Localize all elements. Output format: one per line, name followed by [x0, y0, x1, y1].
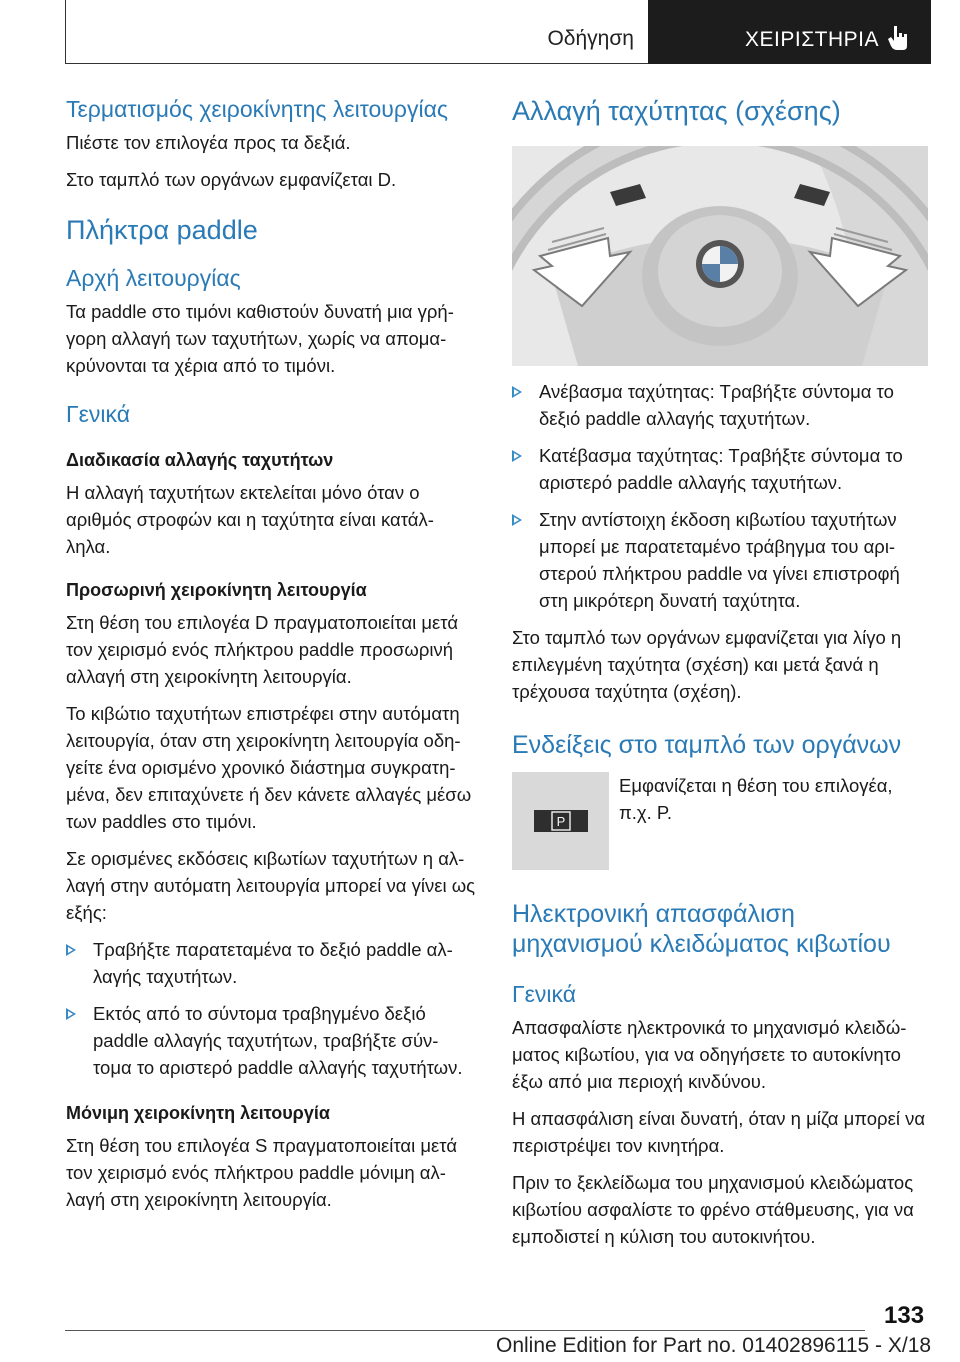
indicator-row	[512, 772, 930, 872]
heading-paddle: Πλήκτρα paddle	[66, 215, 258, 246]
manual-tab	[648, 0, 931, 64]
triangle-bullet-icon	[66, 1008, 76, 1020]
steering-wheel-illustration	[512, 146, 928, 366]
heading-indicators: Ενδείξεις στο ταμπλό των οργάνων	[512, 730, 902, 759]
instrument-display-illustration	[512, 772, 609, 870]
section-tab	[65, 0, 648, 64]
display-symbol: P	[556, 814, 566, 830]
list-item: Εκτός από το σύντομα τραβηγμένο δεξιό paddle αλλαγής ταχυτήτων, τραβήξτε σύν- τομα το αριστερό paddle αλλαγής ταχυτήτων.	[66, 1000, 478, 1081]
bullet-list	[512, 378, 930, 614]
paragraph: Η απασφάλιση είναι δυνατή, όταν η μίζα μπορεί να περιστρέψει τον κινητήρα.	[512, 1108, 926, 1157]
paragraph: Στη θέση του επιλογέα S πραγματοποιείται μετά τον χειρισμό ενός πλήκτρου paddle μόνιμη αλ- λαγή στη χειροκίνητη λειτουργία.	[66, 1135, 458, 1211]
list-item: Ανέβασμα ταχύτητας: Τραβήξτε σύντομα το δεξιό paddle αλλαγής ταχυτήτων.	[512, 378, 930, 432]
page-number: 133	[884, 1302, 925, 1329]
subheading-permanent: Μόνιμη χειροκίνητη λειτουργία	[66, 1103, 330, 1124]
paragraph: Το κιβώτιο ταχυτήτων επιστρέφει στην αυτόματη λειτουργία, όταν στη χειροκίνητη λειτουργία οδη- γείτε ένα ορισμένο χρονικό διάστημα συγκρατη- μένα, δεν επιταχύνετε ή δεν κάνετε αλλαγές μέσω των paddles στο τιμόνι.	[66, 703, 472, 833]
footer-divider	[65, 1330, 865, 1331]
section-title: Οδήγηση	[547, 27, 634, 50]
footer-edition: Online Edition for Part no. 01402896115 - X/18	[496, 1334, 932, 1357]
page-header	[65, 0, 931, 66]
heading-general: Γενικά	[512, 981, 577, 1008]
triangle-bullet-icon	[512, 514, 522, 526]
paragraph: Στο ταμπλό των οργάνων εμφανίζεται D.	[66, 169, 397, 191]
left-column	[66, 96, 478, 1213]
chapter-title: ΧΕΙΡΙΣΤΗΡΙΑ	[745, 28, 880, 51]
bullet-list	[66, 936, 478, 1081]
paragraph: Στη θέση του επιλογέα D πραγματοποιείται μετά τον χειρισμό ενός πλήκτρου paddle προσωρινή αλλαγή στη χειροκίνητη λειτουργία.	[66, 612, 459, 688]
list-item: Κατέβασμα ταχύτητας: Τραβήξτε σύντομα το αριστερό paddle αλλαγής ταχυτήτων.	[512, 442, 930, 496]
triangle-bullet-icon	[66, 944, 76, 956]
paragraph: Πιέστε τον επιλογέα προς τα δεξιά.	[66, 132, 351, 154]
subheading-temporary: Προσωρινή χειροκίνητη λειτουργία	[66, 580, 367, 601]
right-column	[512, 96, 930, 1250]
paragraph: Εμφανίζεται η θέση του επιλογέα, π.χ. P.	[619, 775, 893, 824]
subheading-procedure: Διαδικασία αλλαγής ταχυτήτων	[66, 450, 334, 471]
list-item: Τραβήξτε παρατεταμένα το δεξιό paddle αλ- λαγής ταχυτήτων.	[66, 936, 478, 990]
paragraph: Τα paddle στο τιμόνι καθιστούν δυνατή μια γρή- γορη αλλαγή των ταχυτήτων, χωρίς να απομα- κρύνονται τα χέρια από το τιμόνι.	[66, 301, 454, 377]
heading-principle: Αρχή λειτουργίας	[66, 264, 241, 291]
heading-general: Γενικά	[66, 401, 131, 428]
paragraph: Πριν το ξεκλείδωμα του μηχανισμού κλειδώματος κιβωτίου ασφαλίστε το φρένο στάθμευσης, για να εμποδιστεί η κύλιση του αυτοκινήτου.	[512, 1172, 914, 1248]
paragraph: Απασφαλίστε ηλεκτρονικά το μηχανισμό κλειδώ- ματος κιβωτίου, για να οδηγήσετε το αυτοκίνητο έξω από μια περιοχή κινδύνου.	[512, 1017, 907, 1093]
triangle-bullet-icon	[512, 450, 522, 462]
heading-end-manual: Τερματισμός χειροκίνητης λειτουργίας	[66, 96, 448, 122]
steering-wheel-drawing	[512, 146, 928, 366]
paragraph: Η αλλαγή ταχυτήτων εκτελείται μόνο όταν ο αριθμός στροφών και η ταχύτητα είναι κατάλ- ληλα.	[66, 482, 434, 558]
heading-lock-release: Ηλεκτρονική απασφάλιση μηχανισμού κλειδώματος κιβωτίου	[512, 900, 891, 958]
heading-shift: Αλλαγή ταχύτητας (σχέσης)	[512, 96, 841, 126]
paragraph: Σε ορισμένες εκδόσεις κιβωτίων ταχυτήτων η αλ- λαγή στην αυτόματη λειτουργία μπορεί να γίνει ως εξής:	[66, 848, 476, 924]
hand-pointer-icon	[886, 24, 912, 52]
list-item: Στην αντίστοιχη έκδοση κιβωτίου ταχυτήτων μπορεί με παρατεταμένο τράβηγμα του αρι- στερού πλήκτρου paddle να γίνει επιστροφή στη μικρότερη δυνατή ταχύτητα.	[512, 506, 930, 614]
triangle-bullet-icon	[512, 386, 522, 398]
paragraph: Στο ταμπλό των οργάνων εμφανίζεται για λίγο η επιλεγμένη ταχύτητα (σχέση) και μετά ξανά η τρέχουσα ταχύτητα (σχέση).	[512, 626, 902, 702]
